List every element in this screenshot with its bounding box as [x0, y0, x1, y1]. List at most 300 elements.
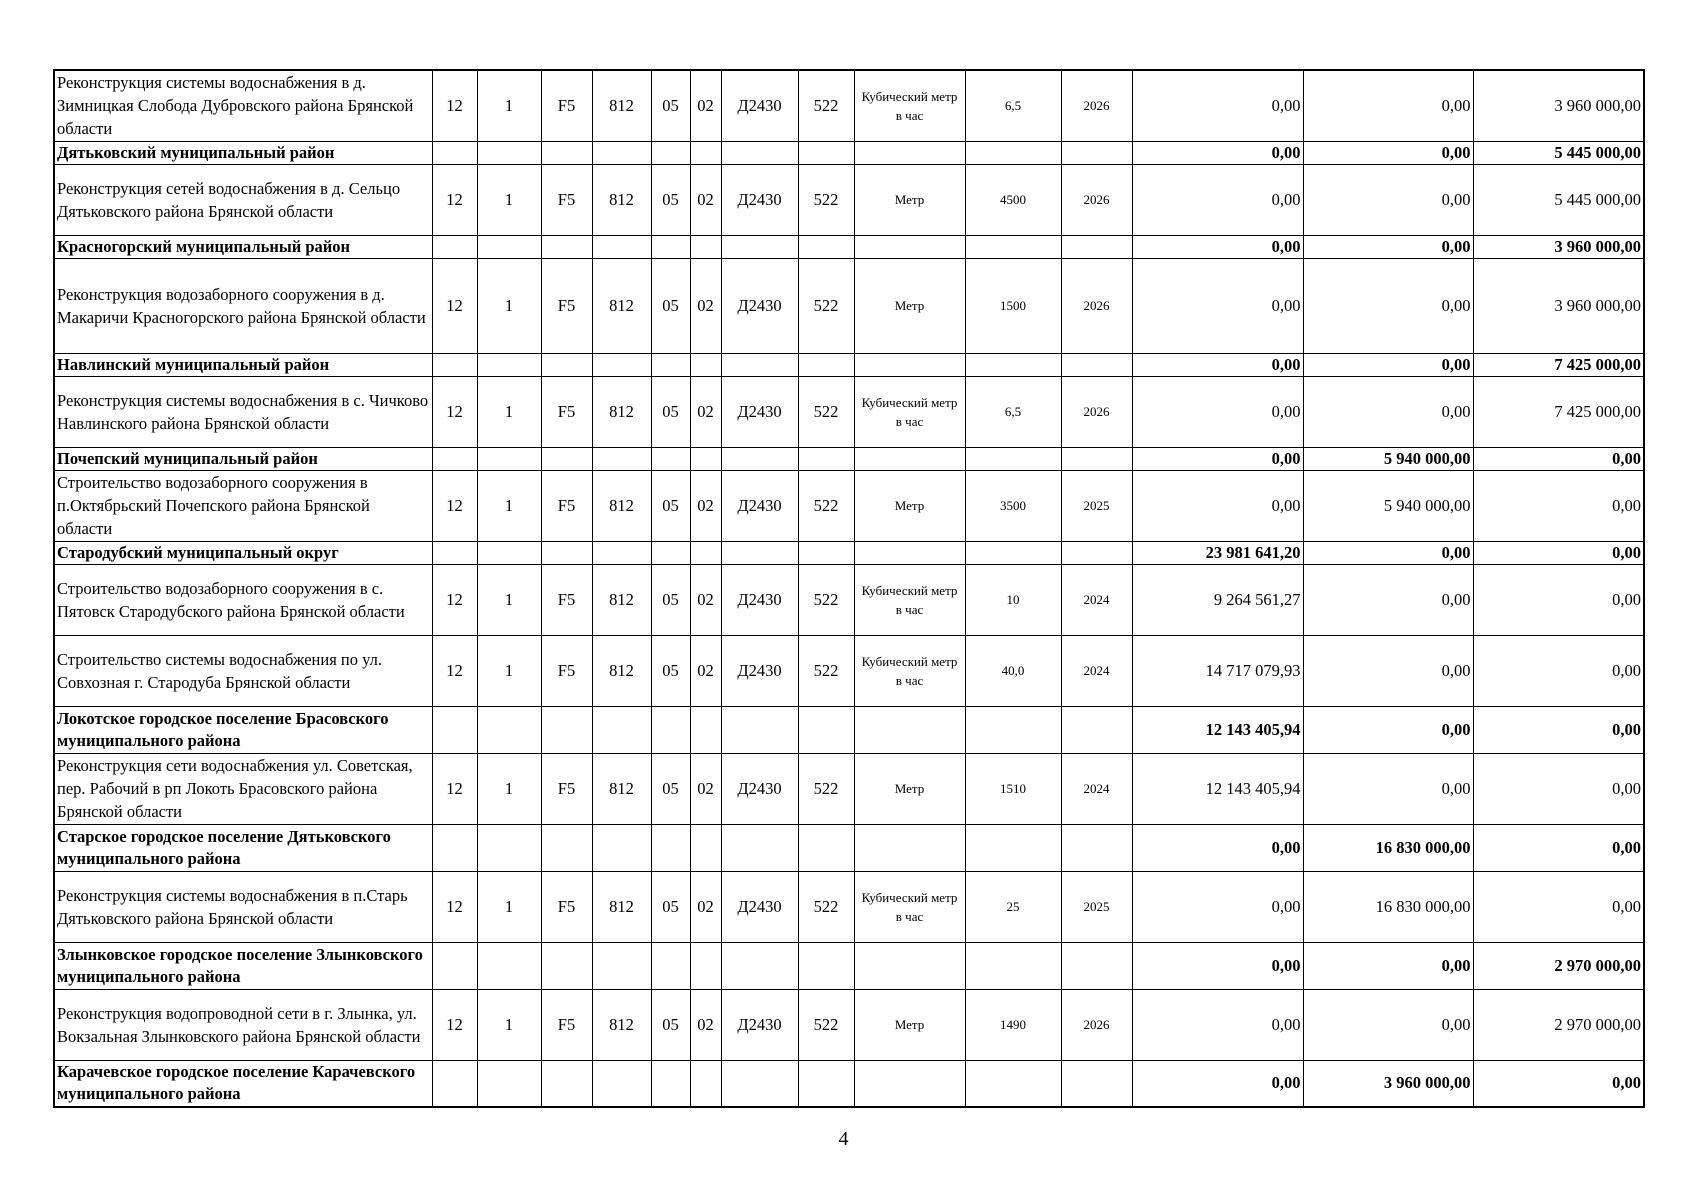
unit-cell: Кубический метр в час [854, 70, 965, 141]
row-name-cell: Стародубский муниципальный округ [54, 541, 432, 564]
code-cell: 02 [690, 470, 721, 541]
unit-cell: Метр [854, 753, 965, 824]
code-cell: Д2430 [721, 470, 798, 541]
amount-cell-2024: 0,00 [1132, 824, 1303, 871]
capacity-cell: 40,0 [965, 635, 1061, 706]
code-cell: 05 [651, 470, 690, 541]
amount-cell-2024: 9 264 561,27 [1132, 564, 1303, 635]
amount-cell-2026: 0,00 [1473, 871, 1644, 942]
code-cell [690, 1060, 721, 1107]
code-cell: F5 [541, 989, 592, 1060]
code-cell: 1 [477, 470, 541, 541]
unit-cell: Метр [854, 470, 965, 541]
amount-cell-2025: 0,00 [1303, 541, 1473, 564]
code-cell: 02 [690, 753, 721, 824]
row-name-cell: Строительство системы водоснабжения по ул. Совхозная г. Стародуба Брянской области [54, 635, 432, 706]
code-cell [592, 541, 651, 564]
code-cell [721, 541, 798, 564]
code-cell: 812 [592, 470, 651, 541]
amount-cell-2025: 0,00 [1303, 706, 1473, 753]
code-cell [798, 353, 854, 376]
group-row [54, 942, 1644, 989]
code-cell [651, 541, 690, 564]
amount-cell-2024: 0,00 [1132, 1060, 1303, 1107]
code-cell [477, 942, 541, 989]
code-cell [651, 706, 690, 753]
capacity-cell: 1490 [965, 989, 1061, 1060]
capacity-cell: 1510 [965, 753, 1061, 824]
code-cell [721, 942, 798, 989]
code-cell [721, 235, 798, 258]
code-cell [798, 141, 854, 164]
code-cell [477, 447, 541, 470]
code-cell: 02 [690, 376, 721, 447]
code-cell [432, 447, 477, 470]
code-cell [690, 447, 721, 470]
capacity-cell: 10 [965, 564, 1061, 635]
row-name-cell: Реконструкция сети водоснабжения ул. Советская, пер. Рабочий в рп Локоть Брасовского района Брянской области [54, 753, 432, 824]
code-cell: 522 [798, 635, 854, 706]
code-cell: 522 [798, 258, 854, 353]
code-cell [798, 942, 854, 989]
code-cell: Д2430 [721, 989, 798, 1060]
capacity-cell: 1500 [965, 258, 1061, 353]
code-cell: Д2430 [721, 164, 798, 235]
code-cell [541, 447, 592, 470]
code-cell: 812 [592, 635, 651, 706]
code-cell [651, 235, 690, 258]
year-cell [1061, 353, 1132, 376]
code-cell: 12 [432, 989, 477, 1060]
code-cell [651, 824, 690, 871]
code-cell [432, 824, 477, 871]
group-row [54, 141, 1644, 164]
amount-cell-2026: 0,00 [1473, 447, 1644, 470]
code-cell: 1 [477, 258, 541, 353]
code-cell: 05 [651, 635, 690, 706]
amount-cell-2025: 0,00 [1303, 564, 1473, 635]
code-cell [690, 235, 721, 258]
capacity-cell [965, 1060, 1061, 1107]
code-cell: 1 [477, 871, 541, 942]
code-cell: 02 [690, 70, 721, 141]
table-row [54, 70, 1644, 141]
code-cell: 812 [592, 989, 651, 1060]
code-cell: 812 [592, 376, 651, 447]
code-cell: 05 [651, 258, 690, 353]
code-cell: 1 [477, 989, 541, 1060]
code-cell: Д2430 [721, 753, 798, 824]
code-cell [798, 447, 854, 470]
group-row [54, 235, 1644, 258]
table-row [54, 871, 1644, 942]
code-cell [477, 541, 541, 564]
unit-cell [854, 706, 965, 753]
capacity-cell [965, 824, 1061, 871]
code-cell: 522 [798, 753, 854, 824]
code-cell: 05 [651, 989, 690, 1060]
code-cell: 12 [432, 258, 477, 353]
group-row [54, 353, 1644, 376]
code-cell: 05 [651, 70, 690, 141]
amount-cell-2025: 5 940 000,00 [1303, 447, 1473, 470]
code-cell: 02 [690, 164, 721, 235]
row-name-cell: Почепский муниципальный район [54, 447, 432, 470]
code-cell: 522 [798, 564, 854, 635]
code-cell [592, 942, 651, 989]
amount-cell-2024: 0,00 [1132, 989, 1303, 1060]
code-cell: 05 [651, 871, 690, 942]
amount-cell-2025: 0,00 [1303, 376, 1473, 447]
group-row [54, 447, 1644, 470]
code-cell: 1 [477, 376, 541, 447]
code-cell: Д2430 [721, 376, 798, 447]
unit-cell: Кубический метр в час [854, 635, 965, 706]
amount-cell-2024: 12 143 405,94 [1132, 706, 1303, 753]
code-cell: F5 [541, 470, 592, 541]
code-cell: 812 [592, 753, 651, 824]
amount-cell-2024: 0,00 [1132, 871, 1303, 942]
amount-cell-2024: 0,00 [1132, 164, 1303, 235]
code-cell: 02 [690, 635, 721, 706]
unit-cell [854, 942, 965, 989]
code-cell [592, 824, 651, 871]
code-cell: F5 [541, 70, 592, 141]
year-cell [1061, 824, 1132, 871]
amount-cell-2024: 12 143 405,94 [1132, 753, 1303, 824]
table-row [54, 470, 1644, 541]
budget-table [53, 69, 1645, 1108]
code-cell [798, 235, 854, 258]
amount-cell-2024: 0,00 [1132, 447, 1303, 470]
row-name-cell: Реконструкция сетей водоснабжения в д. Сельцо Дятьковского района Брянской области [54, 164, 432, 235]
code-cell: Д2430 [721, 635, 798, 706]
amount-cell-2025: 0,00 [1303, 353, 1473, 376]
row-name-cell: Злынковское городское поселение Злынковского муниципального района [54, 942, 432, 989]
year-cell [1061, 541, 1132, 564]
code-cell [592, 235, 651, 258]
code-cell: 812 [592, 258, 651, 353]
code-cell: 812 [592, 871, 651, 942]
year-cell: 2024 [1061, 753, 1132, 824]
code-cell [432, 942, 477, 989]
code-cell [690, 141, 721, 164]
amount-cell-2024: 0,00 [1132, 353, 1303, 376]
code-cell [541, 541, 592, 564]
code-cell [541, 706, 592, 753]
code-cell [541, 141, 592, 164]
year-cell [1061, 706, 1132, 753]
amount-cell-2026: 0,00 [1473, 1060, 1644, 1107]
amount-cell-2025: 0,00 [1303, 141, 1473, 164]
unit-cell [854, 824, 965, 871]
code-cell: F5 [541, 376, 592, 447]
code-cell: 1 [477, 70, 541, 141]
code-cell [721, 447, 798, 470]
amount-cell-2026: 0,00 [1473, 824, 1644, 871]
code-cell: F5 [541, 564, 592, 635]
year-cell: 2026 [1061, 70, 1132, 141]
code-cell [592, 1060, 651, 1107]
code-cell [592, 447, 651, 470]
code-cell: 12 [432, 564, 477, 635]
code-cell: Д2430 [721, 70, 798, 141]
code-cell: 02 [690, 989, 721, 1060]
code-cell: 05 [651, 753, 690, 824]
amount-cell-2025: 0,00 [1303, 942, 1473, 989]
code-cell: 12 [432, 871, 477, 942]
row-name-cell: Реконструкция системы водоснабжения в п.Старь Дятьковского района Брянской области [54, 871, 432, 942]
code-cell: 05 [651, 164, 690, 235]
code-cell [432, 141, 477, 164]
row-name-cell: Реконструкция водопроводной сети в г. Злынка, ул. Вокзальная Злынковского района Брянской области [54, 989, 432, 1060]
code-cell: 12 [432, 70, 477, 141]
group-row [54, 706, 1644, 753]
amount-cell-2026: 5 445 000,00 [1473, 141, 1644, 164]
year-cell: 2026 [1061, 376, 1132, 447]
code-cell [477, 353, 541, 376]
code-cell [541, 235, 592, 258]
code-cell [690, 353, 721, 376]
year-cell: 2024 [1061, 635, 1132, 706]
capacity-cell [965, 353, 1061, 376]
table-row [54, 989, 1644, 1060]
code-cell: 522 [798, 470, 854, 541]
code-cell [690, 824, 721, 871]
group-row [54, 824, 1644, 871]
code-cell: 05 [651, 376, 690, 447]
code-cell: 522 [798, 989, 854, 1060]
code-cell: 1 [477, 164, 541, 235]
code-cell [477, 824, 541, 871]
year-cell: 2026 [1061, 258, 1132, 353]
amount-cell-2026: 5 445 000,00 [1473, 164, 1644, 235]
code-cell [477, 1060, 541, 1107]
capacity-cell: 6,5 [965, 70, 1061, 141]
code-cell [651, 1060, 690, 1107]
code-cell: F5 [541, 871, 592, 942]
amount-cell-2025: 0,00 [1303, 70, 1473, 141]
code-cell [432, 1060, 477, 1107]
amount-cell-2025: 0,00 [1303, 258, 1473, 353]
row-name-cell: Дятьковский муниципальный район [54, 141, 432, 164]
code-cell [721, 141, 798, 164]
amount-cell-2024: 0,00 [1132, 235, 1303, 258]
amount-cell-2024: 0,00 [1132, 70, 1303, 141]
code-cell [690, 706, 721, 753]
code-cell [690, 541, 721, 564]
capacity-cell: 3500 [965, 470, 1061, 541]
amount-cell-2026: 3 960 000,00 [1473, 258, 1644, 353]
code-cell: F5 [541, 164, 592, 235]
unit-cell [854, 235, 965, 258]
code-cell [541, 824, 592, 871]
code-cell: Д2430 [721, 871, 798, 942]
amount-cell-2025: 3 960 000,00 [1303, 1060, 1473, 1107]
code-cell [432, 353, 477, 376]
amount-cell-2026: 0,00 [1473, 635, 1644, 706]
year-cell [1061, 141, 1132, 164]
row-name-cell: Старское городское поселение Дятьковского муниципального района [54, 824, 432, 871]
year-cell: 2025 [1061, 871, 1132, 942]
capacity-cell: 4500 [965, 164, 1061, 235]
amount-cell-2025: 16 830 000,00 [1303, 871, 1473, 942]
code-cell: 1 [477, 753, 541, 824]
amount-cell-2026: 0,00 [1473, 753, 1644, 824]
capacity-cell [965, 235, 1061, 258]
code-cell: 1 [477, 635, 541, 706]
page-number: 4 [838, 1128, 849, 1150]
amount-cell-2025: 0,00 [1303, 635, 1473, 706]
code-cell [541, 942, 592, 989]
code-cell: F5 [541, 258, 592, 353]
capacity-cell [965, 447, 1061, 470]
amount-cell-2024: 0,00 [1132, 470, 1303, 541]
year-cell: 2026 [1061, 164, 1132, 235]
code-cell: 522 [798, 376, 854, 447]
code-cell: 02 [690, 871, 721, 942]
code-cell [721, 706, 798, 753]
table-row [54, 564, 1644, 635]
code-cell [477, 706, 541, 753]
amount-cell-2026: 2 970 000,00 [1473, 989, 1644, 1060]
table-row [54, 753, 1644, 824]
table-row [54, 635, 1644, 706]
code-cell: 522 [798, 164, 854, 235]
code-cell: 812 [592, 70, 651, 141]
code-cell [721, 824, 798, 871]
amount-cell-2025: 5 940 000,00 [1303, 470, 1473, 541]
code-cell [477, 141, 541, 164]
code-cell [541, 353, 592, 376]
unit-cell: Метр [854, 164, 965, 235]
code-cell [798, 706, 854, 753]
amount-cell-2024: 0,00 [1132, 942, 1303, 989]
row-name-cell: Красногорский муниципальный район [54, 235, 432, 258]
code-cell [651, 447, 690, 470]
capacity-cell [965, 141, 1061, 164]
row-name-cell: Реконструкция системы водоснабжения в д. Зимницкая Слобода Дубровского района Брянской области [54, 70, 432, 141]
code-cell: 812 [592, 564, 651, 635]
amount-cell-2026: 7 425 000,00 [1473, 353, 1644, 376]
code-cell: 12 [432, 164, 477, 235]
code-cell [798, 1060, 854, 1107]
row-name-cell: Строительство водозаборного сооружения в с. Пятовск Стародубского района Брянской области [54, 564, 432, 635]
code-cell: 12 [432, 376, 477, 447]
code-cell: F5 [541, 635, 592, 706]
code-cell: 12 [432, 470, 477, 541]
code-cell: Д2430 [721, 564, 798, 635]
amount-cell-2025: 0,00 [1303, 989, 1473, 1060]
year-cell: 2025 [1061, 470, 1132, 541]
row-name-cell: Локотское городское поселение Брасовского муниципального района [54, 706, 432, 753]
amount-cell-2025: 16 830 000,00 [1303, 824, 1473, 871]
code-cell [721, 1060, 798, 1107]
code-cell: 522 [798, 70, 854, 141]
year-cell [1061, 447, 1132, 470]
amount-cell-2026: 0,00 [1473, 706, 1644, 753]
amount-cell-2026: 3 960 000,00 [1473, 70, 1644, 141]
capacity-cell: 25 [965, 871, 1061, 942]
capacity-cell [965, 541, 1061, 564]
code-cell: 02 [690, 564, 721, 635]
capacity-cell [965, 706, 1061, 753]
code-cell [651, 942, 690, 989]
unit-cell: Метр [854, 989, 965, 1060]
unit-cell [854, 353, 965, 376]
unit-cell [854, 541, 965, 564]
unit-cell [854, 447, 965, 470]
capacity-cell [965, 942, 1061, 989]
unit-cell: Метр [854, 258, 965, 353]
table-row [54, 376, 1644, 447]
code-cell: 12 [432, 635, 477, 706]
year-cell [1061, 1060, 1132, 1107]
table-row [54, 164, 1644, 235]
code-cell [690, 942, 721, 989]
code-cell: 522 [798, 871, 854, 942]
amount-cell-2026: 3 960 000,00 [1473, 235, 1644, 258]
amount-cell-2024: 0,00 [1132, 376, 1303, 447]
amount-cell-2026: 0,00 [1473, 470, 1644, 541]
code-cell [651, 141, 690, 164]
code-cell [432, 235, 477, 258]
amount-cell-2024: 0,00 [1132, 258, 1303, 353]
code-cell [432, 541, 477, 564]
row-name-cell: Навлинский муниципальный район [54, 353, 432, 376]
group-row [54, 541, 1644, 564]
unit-cell [854, 141, 965, 164]
amount-cell-2024: 0,00 [1132, 141, 1303, 164]
unit-cell: Кубический метр в час [854, 564, 965, 635]
group-row [54, 1060, 1644, 1107]
code-cell [651, 353, 690, 376]
code-cell: Д2430 [721, 258, 798, 353]
amount-cell-2026: 7 425 000,00 [1473, 376, 1644, 447]
code-cell: 12 [432, 753, 477, 824]
amount-cell-2024: 14 717 079,93 [1132, 635, 1303, 706]
row-name-cell: Реконструкция системы водоснабжения в с. Чичково Навлинского района Брянской области [54, 376, 432, 447]
amount-cell-2025: 0,00 [1303, 164, 1473, 235]
code-cell: 05 [651, 564, 690, 635]
code-cell [592, 353, 651, 376]
year-cell: 2026 [1061, 989, 1132, 1060]
code-cell [541, 1060, 592, 1107]
amount-cell-2026: 2 970 000,00 [1473, 942, 1644, 989]
row-name-cell: Карачевское городское поселение Карачевского муниципального района [54, 1060, 432, 1107]
row-name-cell: Строительство водозаборного сооружения в п.Октябрьский Почепского района Брянской области [54, 470, 432, 541]
code-cell: 02 [690, 258, 721, 353]
year-cell [1061, 235, 1132, 258]
unit-cell [854, 1060, 965, 1107]
code-cell [798, 824, 854, 871]
code-cell: 812 [592, 164, 651, 235]
code-cell: F5 [541, 753, 592, 824]
code-cell [432, 706, 477, 753]
table-row [54, 258, 1644, 353]
code-cell [477, 235, 541, 258]
amount-cell-2026: 0,00 [1473, 541, 1644, 564]
code-cell [592, 141, 651, 164]
year-cell: 2024 [1061, 564, 1132, 635]
amount-cell-2026: 0,00 [1473, 564, 1644, 635]
amount-cell-2024: 23 981 641,20 [1132, 541, 1303, 564]
code-cell [721, 353, 798, 376]
code-cell [592, 706, 651, 753]
amount-cell-2025: 0,00 [1303, 753, 1473, 824]
code-cell [798, 541, 854, 564]
amount-cell-2025: 0,00 [1303, 235, 1473, 258]
